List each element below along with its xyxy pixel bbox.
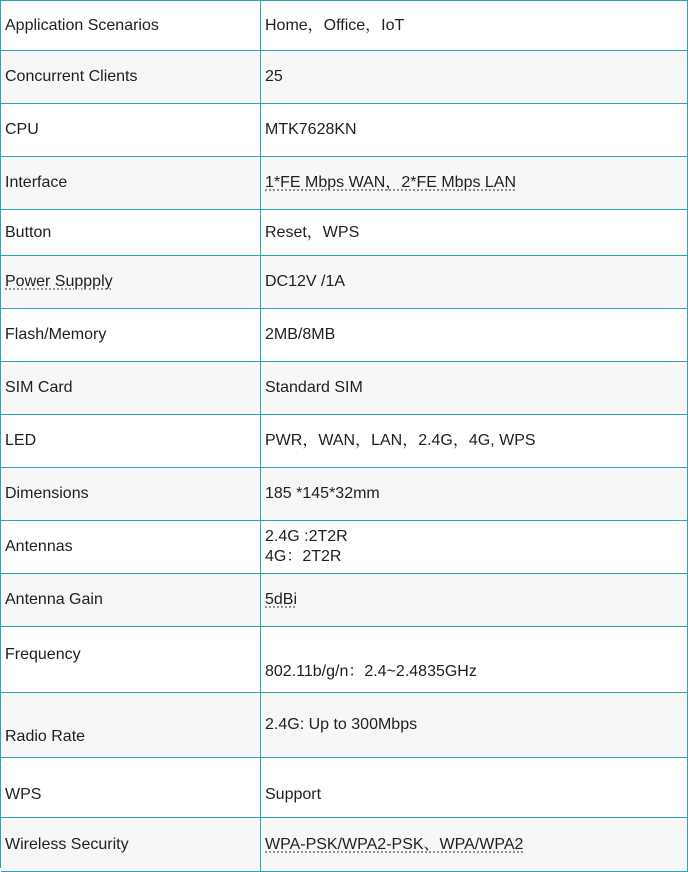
spec-label: Antenna Gain	[1, 574, 261, 626]
spec-label: Frequency	[1, 627, 261, 692]
spec-value: 2MB/8MB	[261, 309, 688, 361]
spec-value	[261, 574, 688, 626]
spec-row-led	[1, 415, 688, 468]
spec-value: Home，Office，IoT	[261, 1, 688, 50]
spec-value: 185 *145*32mm	[261, 468, 688, 520]
spec-value: DC12V /1A	[261, 256, 688, 308]
spec-row-application-scenarios	[1, 1, 688, 51]
spec-label: Button	[1, 210, 261, 255]
spec-label: Flash/Memory	[1, 309, 261, 361]
spec-row-dimensions	[1, 468, 688, 521]
spec-value: Reset，WPS	[261, 210, 688, 255]
spec-label: Dimensions	[1, 468, 261, 520]
spec-row-power-supply	[1, 256, 688, 309]
spec-label: SIM Card	[1, 362, 261, 414]
spec-value	[261, 758, 688, 817]
spec-label: Antennas	[1, 521, 261, 573]
spec-value	[261, 521, 688, 573]
spec-value: 2.4G: Up to 300Mbps	[261, 693, 688, 757]
spec-value: MTK7628KN	[261, 104, 688, 156]
spec-row-cpu	[1, 104, 688, 157]
spec-label: Application Scenarios	[1, 1, 261, 50]
spec-value	[261, 818, 688, 871]
spec-value-text: Support	[265, 785, 322, 803]
spec-value: Standard SIM	[261, 362, 688, 414]
spec-label-text: WPS	[5, 785, 42, 803]
spec-row-antenna-gain	[1, 574, 688, 627]
spec-label: LED	[1, 415, 261, 467]
spec-value-text: WPA-PSK/WPA2-PSK、WPA/WPA2	[265, 835, 524, 853]
spec-row-frequency	[1, 627, 688, 693]
spec-row-radio-rate	[1, 693, 688, 758]
spec-value-text: 1*FE Mbps WAN，2*FE Mbps LAN	[265, 174, 517, 191]
spec-label: Radio Rate	[1, 693, 261, 757]
spec-row-sim-card	[1, 362, 688, 415]
spec-label: CPU	[1, 104, 261, 156]
spec-label	[1, 256, 261, 308]
spec-value-line: 4G：2T2R	[265, 548, 342, 565]
spec-value: 802.11b/g/n：2.4~2.4835GHz	[261, 627, 688, 692]
spec-value	[261, 157, 688, 209]
spec-value: PWR，WAN，LAN，2.4G，4G, WPS	[261, 415, 688, 467]
spec-row-button	[1, 210, 688, 256]
spec-row-wireless-security	[1, 818, 688, 872]
spec-row-flash-memory	[1, 309, 688, 362]
spec-label: Interface	[1, 157, 261, 209]
spec-label: Concurrent Clients	[1, 51, 261, 103]
spec-value-text: 5dBi	[265, 591, 298, 608]
spec-row-interface	[1, 157, 688, 210]
spec-value-line: 2.4G :2T2R	[265, 528, 348, 545]
spec-label-text: Power Suppply	[5, 273, 113, 290]
spec-label	[1, 758, 261, 817]
spec-row-concurrent-clients	[1, 51, 688, 104]
spec-value: 25	[261, 51, 688, 103]
spec-row-antennas	[1, 521, 688, 574]
spec-label: Wireless Security	[1, 818, 261, 871]
spec-row-wps	[1, 758, 688, 818]
